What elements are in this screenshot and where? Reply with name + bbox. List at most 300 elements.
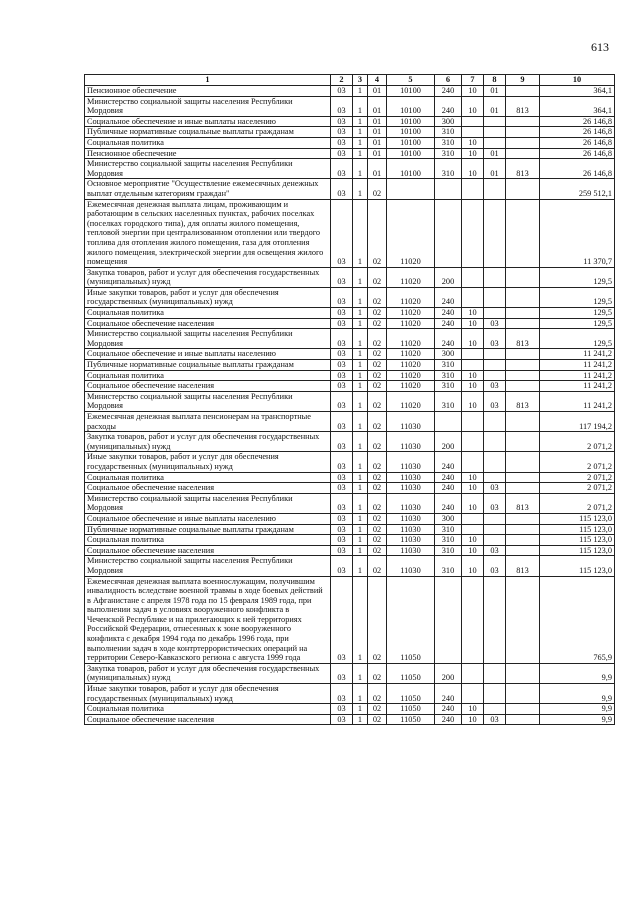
code-cell bbox=[484, 287, 506, 307]
amount-cell: 364,1 bbox=[540, 96, 615, 116]
code-cell: 10 bbox=[462, 483, 484, 494]
code-cell bbox=[506, 472, 540, 483]
table-row bbox=[85, 412, 615, 432]
code-cell bbox=[506, 349, 540, 360]
code-cell: 02 bbox=[368, 308, 387, 319]
amount-cell: 26 146,8 bbox=[540, 137, 615, 148]
code-cell: 10100 bbox=[387, 96, 435, 116]
code-cell bbox=[506, 513, 540, 524]
amount-cell: 2 071,2 bbox=[540, 483, 615, 494]
amount-cell: 115 123,0 bbox=[540, 556, 615, 576]
code-cell: 11050 bbox=[387, 684, 435, 704]
budget-table bbox=[84, 74, 615, 725]
row-name-cell: Социальная политика bbox=[85, 308, 331, 319]
code-cell bbox=[506, 116, 540, 127]
header-cell: 7 bbox=[462, 75, 484, 86]
code-cell: 1 bbox=[353, 524, 368, 535]
code-cell: 10 bbox=[462, 556, 484, 576]
amount-cell: 26 146,8 bbox=[540, 116, 615, 127]
code-cell: 03 bbox=[484, 714, 506, 725]
amount-cell: 115 123,0 bbox=[540, 524, 615, 535]
code-cell bbox=[435, 179, 462, 199]
code-cell: 03 bbox=[484, 381, 506, 392]
code-cell: 1 bbox=[353, 116, 368, 127]
row-name-cell: Министерство социальной защиты населения Республики Мордовия bbox=[85, 391, 331, 411]
code-cell: 10100 bbox=[387, 86, 435, 97]
code-cell: 240 bbox=[435, 493, 462, 513]
code-cell: 310 bbox=[435, 545, 462, 556]
amount-cell: 26 146,8 bbox=[540, 148, 615, 159]
row-name-cell: Министерство социальной защиты населения Республики Мордовия bbox=[85, 493, 331, 513]
code-cell: 11020 bbox=[387, 360, 435, 371]
code-cell: 310 bbox=[435, 137, 462, 148]
code-cell: 11020 bbox=[387, 287, 435, 307]
code-cell: 1 bbox=[353, 86, 368, 97]
code-cell: 02 bbox=[368, 381, 387, 392]
code-cell: 02 bbox=[368, 318, 387, 329]
code-cell: 03 bbox=[484, 329, 506, 349]
code-cell: 1 bbox=[353, 318, 368, 329]
amount-cell: 9,9 bbox=[540, 714, 615, 725]
code-cell: 11030 bbox=[387, 535, 435, 546]
table-row bbox=[85, 179, 615, 199]
table-row bbox=[85, 483, 615, 494]
code-cell: 10 bbox=[462, 96, 484, 116]
code-cell: 11030 bbox=[387, 452, 435, 472]
row-name-cell: Социальное обеспечение населения bbox=[85, 545, 331, 556]
code-cell: 03 bbox=[331, 684, 353, 704]
row-name-cell: Ежемесячная денежная выплата пенсионерам на транспортные расходы bbox=[85, 412, 331, 432]
code-cell: 240 bbox=[435, 96, 462, 116]
code-cell: 10 bbox=[462, 137, 484, 148]
amount-cell: 9,9 bbox=[540, 704, 615, 715]
code-cell: 310 bbox=[435, 159, 462, 179]
code-cell bbox=[506, 483, 540, 494]
code-cell: 03 bbox=[331, 412, 353, 432]
table-row bbox=[85, 96, 615, 116]
code-cell: 1 bbox=[353, 472, 368, 483]
row-name-cell: Публичные нормативные социальные выплаты гражданам bbox=[85, 127, 331, 138]
code-cell: 240 bbox=[435, 472, 462, 483]
code-cell: 240 bbox=[435, 287, 462, 307]
code-cell: 1 bbox=[353, 148, 368, 159]
row-name-cell: Социальная политика bbox=[85, 472, 331, 483]
code-cell: 01 bbox=[484, 159, 506, 179]
code-cell bbox=[484, 472, 506, 483]
code-cell: 10100 bbox=[387, 127, 435, 138]
code-cell bbox=[506, 267, 540, 287]
code-cell: 11030 bbox=[387, 412, 435, 432]
amount-cell: 259 512,1 bbox=[540, 179, 615, 199]
code-cell: 02 bbox=[368, 287, 387, 307]
table-row bbox=[85, 704, 615, 715]
code-cell: 310 bbox=[435, 524, 462, 535]
code-cell: 03 bbox=[331, 96, 353, 116]
code-cell: 02 bbox=[368, 432, 387, 452]
code-cell: 01 bbox=[368, 86, 387, 97]
code-cell: 03 bbox=[331, 360, 353, 371]
code-cell bbox=[462, 684, 484, 704]
code-cell: 02 bbox=[368, 370, 387, 381]
code-cell bbox=[484, 267, 506, 287]
code-cell: 1 bbox=[353, 391, 368, 411]
code-cell: 310 bbox=[435, 360, 462, 371]
code-cell: 1 bbox=[353, 576, 368, 663]
code-cell: 02 bbox=[368, 556, 387, 576]
code-cell: 03 bbox=[484, 318, 506, 329]
code-cell: 11020 bbox=[387, 318, 435, 329]
table-row bbox=[85, 86, 615, 97]
code-cell: 1 bbox=[353, 360, 368, 371]
table-row bbox=[85, 199, 615, 267]
table-row bbox=[85, 576, 615, 663]
code-cell: 310 bbox=[435, 370, 462, 381]
row-name-cell: Социальное обеспечение населения bbox=[85, 714, 331, 725]
row-name-cell: Социальное обеспечение населения bbox=[85, 483, 331, 494]
code-cell: 1 bbox=[353, 483, 368, 494]
table-row bbox=[85, 349, 615, 360]
code-cell: 11020 bbox=[387, 381, 435, 392]
amount-cell: 11 241,2 bbox=[540, 349, 615, 360]
code-cell: 02 bbox=[368, 513, 387, 524]
code-cell: 03 bbox=[331, 704, 353, 715]
amount-cell: 129,5 bbox=[540, 267, 615, 287]
code-cell: 200 bbox=[435, 267, 462, 287]
table-row bbox=[85, 308, 615, 319]
code-cell: 813 bbox=[506, 159, 540, 179]
code-cell: 03 bbox=[331, 545, 353, 556]
row-name-cell: Министерство социальной защиты населения Республики Мордовия bbox=[85, 329, 331, 349]
row-name-cell: Социальное обеспечение и иные выплаты населению bbox=[85, 349, 331, 360]
code-cell bbox=[462, 663, 484, 683]
code-cell: 03 bbox=[331, 472, 353, 483]
table-row bbox=[85, 318, 615, 329]
code-cell: 02 bbox=[368, 360, 387, 371]
code-cell: 11050 bbox=[387, 576, 435, 663]
table-row bbox=[85, 287, 615, 307]
code-cell: 02 bbox=[368, 329, 387, 349]
code-cell: 02 bbox=[368, 391, 387, 411]
code-cell bbox=[484, 116, 506, 127]
code-cell bbox=[506, 308, 540, 319]
code-cell: 10 bbox=[462, 308, 484, 319]
table-row bbox=[85, 452, 615, 472]
table-row bbox=[85, 329, 615, 349]
code-cell: 03 bbox=[331, 137, 353, 148]
amount-cell: 115 123,0 bbox=[540, 535, 615, 546]
code-cell: 03 bbox=[331, 493, 353, 513]
code-cell: 11030 bbox=[387, 524, 435, 535]
code-cell: 11030 bbox=[387, 556, 435, 576]
code-cell: 11020 bbox=[387, 349, 435, 360]
code-cell bbox=[462, 179, 484, 199]
code-cell: 03 bbox=[331, 556, 353, 576]
amount-cell: 765,9 bbox=[540, 576, 615, 663]
code-cell: 03 bbox=[331, 391, 353, 411]
code-cell: 03 bbox=[331, 663, 353, 683]
code-cell: 11030 bbox=[387, 545, 435, 556]
code-cell bbox=[484, 704, 506, 715]
code-cell bbox=[506, 432, 540, 452]
table-row bbox=[85, 127, 615, 138]
code-cell: 02 bbox=[368, 524, 387, 535]
code-cell: 10 bbox=[462, 535, 484, 546]
code-cell bbox=[462, 524, 484, 535]
code-cell: 11020 bbox=[387, 308, 435, 319]
code-cell: 10 bbox=[462, 318, 484, 329]
amount-cell: 11 241,2 bbox=[540, 381, 615, 392]
code-cell: 200 bbox=[435, 432, 462, 452]
amount-cell: 129,5 bbox=[540, 318, 615, 329]
code-cell bbox=[484, 127, 506, 138]
row-name-cell: Закупка товаров, работ и услуг для обеспечения государственных (муниципальных) нужд bbox=[85, 267, 331, 287]
code-cell bbox=[462, 267, 484, 287]
table-row bbox=[85, 513, 615, 524]
header-cell: 2 bbox=[331, 75, 353, 86]
code-cell bbox=[484, 360, 506, 371]
code-cell: 03 bbox=[484, 483, 506, 494]
code-cell: 1 bbox=[353, 493, 368, 513]
code-cell: 01 bbox=[484, 86, 506, 97]
code-cell bbox=[506, 148, 540, 159]
code-cell: 1 bbox=[353, 199, 368, 267]
code-cell bbox=[506, 714, 540, 725]
code-cell: 11050 bbox=[387, 704, 435, 715]
code-cell bbox=[484, 179, 506, 199]
code-cell: 11020 bbox=[387, 329, 435, 349]
code-cell: 240 bbox=[435, 86, 462, 97]
amount-cell: 2 071,2 bbox=[540, 472, 615, 483]
code-cell bbox=[506, 370, 540, 381]
header-cell: 5 bbox=[387, 75, 435, 86]
code-cell bbox=[506, 318, 540, 329]
code-cell: 03 bbox=[331, 199, 353, 267]
code-cell: 10100 bbox=[387, 137, 435, 148]
code-cell: 310 bbox=[435, 127, 462, 138]
table-row bbox=[85, 391, 615, 411]
code-cell: 01 bbox=[368, 127, 387, 138]
header-cell: 3 bbox=[353, 75, 368, 86]
code-cell: 200 bbox=[435, 663, 462, 683]
code-cell: 813 bbox=[506, 96, 540, 116]
code-cell: 1 bbox=[353, 267, 368, 287]
code-cell: 01 bbox=[368, 137, 387, 148]
code-cell bbox=[484, 524, 506, 535]
amount-cell: 11 241,2 bbox=[540, 370, 615, 381]
code-cell: 03 bbox=[331, 86, 353, 97]
code-cell: 11020 bbox=[387, 391, 435, 411]
header-cell: 4 bbox=[368, 75, 387, 86]
code-cell: 11030 bbox=[387, 472, 435, 483]
code-cell: 02 bbox=[368, 684, 387, 704]
code-cell: 03 bbox=[331, 513, 353, 524]
row-name-cell: Социальное обеспечение и иные выплаты населению bbox=[85, 116, 331, 127]
amount-cell: 129,5 bbox=[540, 329, 615, 349]
row-name-cell: Социальная политика bbox=[85, 704, 331, 715]
amount-cell: 2 071,2 bbox=[540, 493, 615, 513]
code-cell: 813 bbox=[506, 556, 540, 576]
code-cell: 10100 bbox=[387, 148, 435, 159]
code-cell: 03 bbox=[331, 267, 353, 287]
amount-cell: 129,5 bbox=[540, 308, 615, 319]
code-cell: 01 bbox=[368, 96, 387, 116]
code-cell: 02 bbox=[368, 576, 387, 663]
amount-cell: 129,5 bbox=[540, 287, 615, 307]
code-cell bbox=[462, 360, 484, 371]
code-cell: 03 bbox=[331, 432, 353, 452]
code-cell bbox=[484, 412, 506, 432]
amount-cell: 115 123,0 bbox=[540, 513, 615, 524]
code-cell: 11050 bbox=[387, 663, 435, 683]
code-cell: 1 bbox=[353, 370, 368, 381]
code-cell: 1 bbox=[353, 704, 368, 715]
code-cell bbox=[506, 199, 540, 267]
row-name-cell: Социальная политика bbox=[85, 137, 331, 148]
code-cell bbox=[462, 432, 484, 452]
code-cell: 1 bbox=[353, 159, 368, 179]
code-cell: 1 bbox=[353, 452, 368, 472]
code-cell bbox=[435, 199, 462, 267]
table-row bbox=[85, 267, 615, 287]
code-cell: 01 bbox=[368, 148, 387, 159]
code-cell: 1 bbox=[353, 349, 368, 360]
code-cell: 03 bbox=[331, 329, 353, 349]
code-cell: 1 bbox=[353, 127, 368, 138]
code-cell bbox=[506, 535, 540, 546]
code-cell bbox=[462, 349, 484, 360]
code-cell: 1 bbox=[353, 96, 368, 116]
code-cell: 02 bbox=[368, 179, 387, 199]
code-cell: 11050 bbox=[387, 714, 435, 725]
code-cell: 02 bbox=[368, 545, 387, 556]
code-cell: 1 bbox=[353, 329, 368, 349]
code-cell: 1 bbox=[353, 545, 368, 556]
amount-cell: 26 146,8 bbox=[540, 159, 615, 179]
code-cell: 1 bbox=[353, 535, 368, 546]
code-cell bbox=[484, 308, 506, 319]
row-name-cell: Социальное обеспечение населения bbox=[85, 381, 331, 392]
amount-cell: 9,9 bbox=[540, 684, 615, 704]
code-cell bbox=[484, 684, 506, 704]
table-row bbox=[85, 148, 615, 159]
code-cell: 11020 bbox=[387, 267, 435, 287]
code-cell bbox=[506, 179, 540, 199]
amount-cell: 11 241,2 bbox=[540, 360, 615, 371]
code-cell bbox=[462, 199, 484, 267]
table-body bbox=[85, 86, 615, 725]
code-cell: 03 bbox=[331, 349, 353, 360]
code-cell: 813 bbox=[506, 391, 540, 411]
code-cell: 03 bbox=[331, 308, 353, 319]
code-cell: 11020 bbox=[387, 370, 435, 381]
code-cell: 240 bbox=[435, 329, 462, 349]
amount-cell: 26 146,8 bbox=[540, 127, 615, 138]
code-cell: 03 bbox=[331, 116, 353, 127]
row-name-cell: Публичные нормативные социальные выплаты гражданам bbox=[85, 524, 331, 535]
amount-cell: 2 071,2 bbox=[540, 452, 615, 472]
code-cell bbox=[506, 684, 540, 704]
code-cell: 03 bbox=[331, 318, 353, 329]
code-cell bbox=[506, 381, 540, 392]
table-row bbox=[85, 663, 615, 683]
code-cell bbox=[506, 127, 540, 138]
row-name-cell: Иные закупки товаров, работ и услуг для обеспечения государственных (муниципальных) нужд bbox=[85, 452, 331, 472]
row-name-cell: Закупка товаров, работ и услуг для обеспечения государственных (муниципальных) нужд bbox=[85, 663, 331, 683]
code-cell: 02 bbox=[368, 349, 387, 360]
amount-cell: 364,1 bbox=[540, 86, 615, 97]
code-cell bbox=[506, 452, 540, 472]
code-cell: 11030 bbox=[387, 493, 435, 513]
code-cell bbox=[506, 524, 540, 535]
code-cell: 02 bbox=[368, 704, 387, 715]
code-cell: 02 bbox=[368, 452, 387, 472]
code-cell bbox=[484, 535, 506, 546]
table-row bbox=[85, 714, 615, 725]
code-cell: 10 bbox=[462, 714, 484, 725]
code-cell: 1 bbox=[353, 556, 368, 576]
code-cell: 1 bbox=[353, 684, 368, 704]
code-cell: 02 bbox=[368, 535, 387, 546]
code-cell: 03 bbox=[331, 287, 353, 307]
code-cell: 03 bbox=[331, 179, 353, 199]
code-cell bbox=[484, 513, 506, 524]
row-name-cell: Министерство социальной защиты населения Республики Мордовия bbox=[85, 96, 331, 116]
code-cell: 1 bbox=[353, 287, 368, 307]
code-cell: 10100 bbox=[387, 116, 435, 127]
code-cell: 02 bbox=[368, 412, 387, 432]
row-name-cell: Основное мероприятие "Осуществление ежемесячных денежных выплат отдельным категориям граждан" bbox=[85, 179, 331, 199]
code-cell: 1 bbox=[353, 412, 368, 432]
header-cell: 9 bbox=[506, 75, 540, 86]
code-cell: 310 bbox=[435, 391, 462, 411]
amount-cell: 115 123,0 bbox=[540, 545, 615, 556]
code-cell bbox=[484, 452, 506, 472]
code-cell: 310 bbox=[435, 148, 462, 159]
amount-cell: 117 194,2 bbox=[540, 412, 615, 432]
code-cell: 10 bbox=[462, 159, 484, 179]
code-cell: 1 bbox=[353, 137, 368, 148]
code-cell: 1 bbox=[353, 513, 368, 524]
code-cell bbox=[484, 349, 506, 360]
row-name-cell: Ежемесячная денежная выплата военнослужащим, получившим инвалидность вследствие военной травмы в ходе боевых действий в Афганистане с апреля 1978 года по 15 февраля 1989 года, при выполнении задач в условиях вооруженного конфликта в Чеченской Республике и на прилегающих к ней территориях Российской Федерации, отнесенных к зоне вооруженного конфликта с декабря 1994 года по декабрь 1996 года, при выполнении задач в ходе контртеррористических операций на территории Северо-Кавказского региона с августа 1999 года bbox=[85, 576, 331, 663]
code-cell: 10 bbox=[462, 381, 484, 392]
code-cell: 310 bbox=[435, 556, 462, 576]
table-row bbox=[85, 524, 615, 535]
code-cell: 813 bbox=[506, 329, 540, 349]
table-row bbox=[85, 432, 615, 452]
table-row bbox=[85, 370, 615, 381]
code-cell: 240 bbox=[435, 704, 462, 715]
code-cell bbox=[462, 287, 484, 307]
code-cell: 10 bbox=[462, 148, 484, 159]
code-cell: 300 bbox=[435, 349, 462, 360]
code-cell: 1 bbox=[353, 714, 368, 725]
code-cell: 10100 bbox=[387, 159, 435, 179]
code-cell: 03 bbox=[331, 714, 353, 725]
code-cell bbox=[462, 116, 484, 127]
header-row bbox=[85, 75, 615, 86]
code-cell bbox=[506, 545, 540, 556]
code-cell bbox=[484, 370, 506, 381]
amount-cell: 9,9 bbox=[540, 663, 615, 683]
row-name-cell: Социальная политика bbox=[85, 535, 331, 546]
code-cell: 240 bbox=[435, 318, 462, 329]
code-cell: 10 bbox=[462, 493, 484, 513]
code-cell: 03 bbox=[484, 556, 506, 576]
table-row bbox=[85, 472, 615, 483]
code-cell: 1 bbox=[353, 381, 368, 392]
code-cell bbox=[506, 663, 540, 683]
